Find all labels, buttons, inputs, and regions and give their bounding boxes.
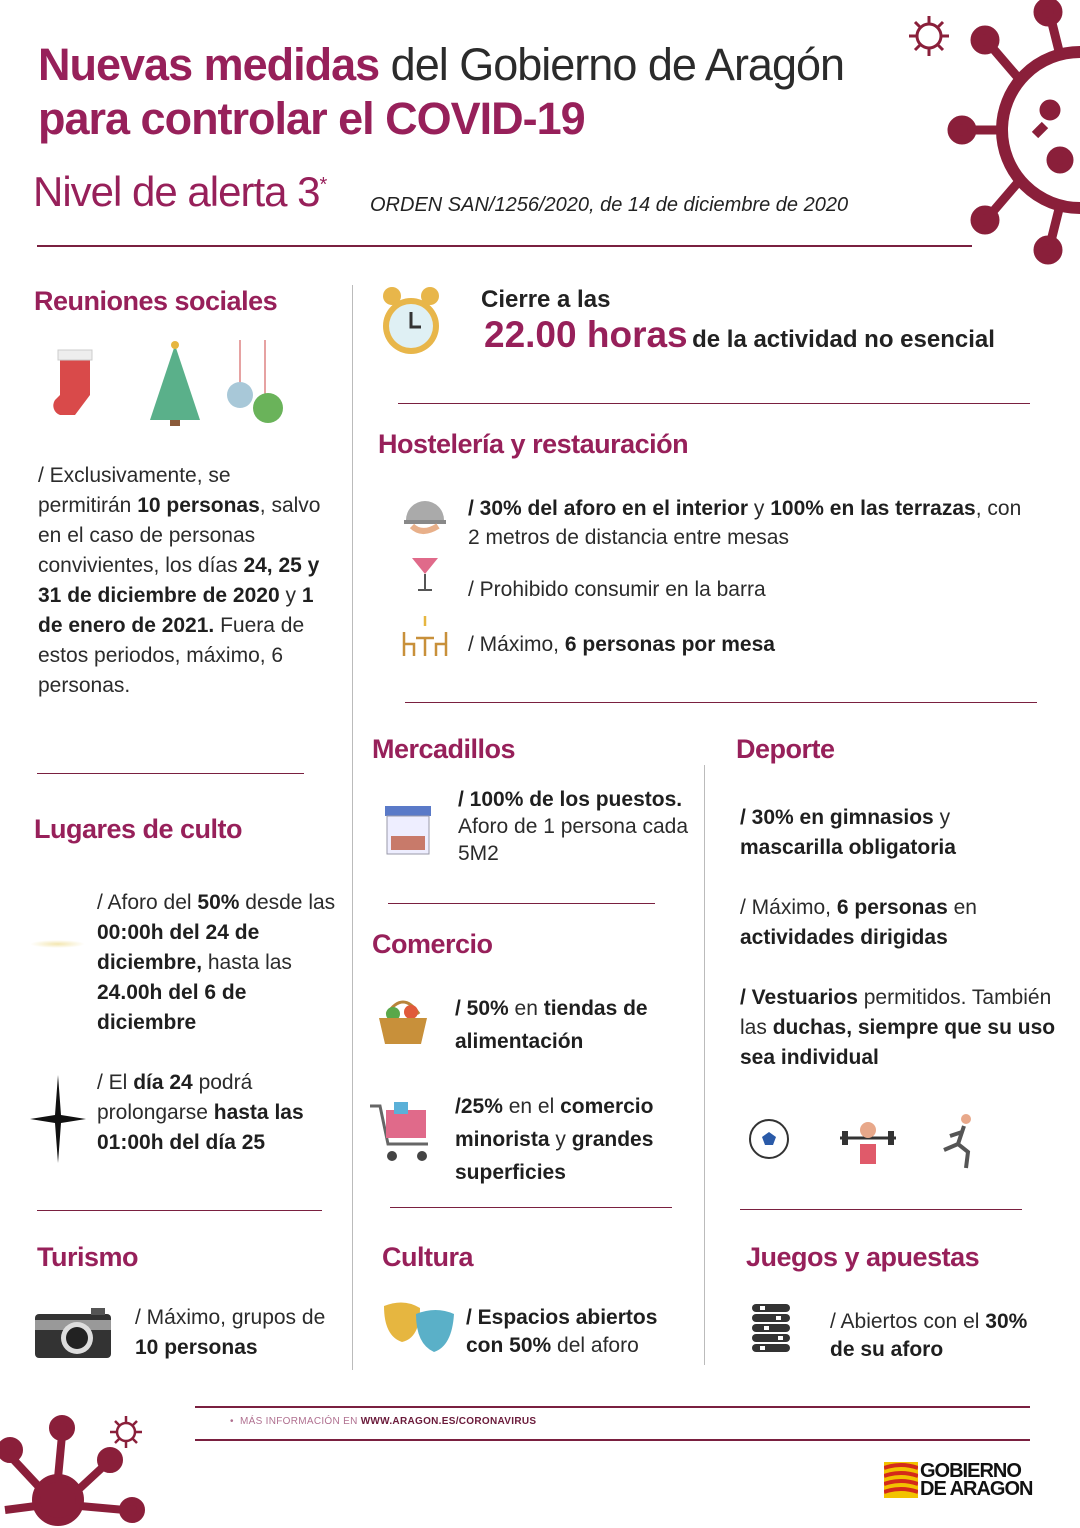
text: / Abiertos con el	[830, 1310, 986, 1333]
page-title	[38, 38, 858, 146]
text: Fuera de estos periodos, máximo, 6 personas.	[38, 614, 305, 697]
bold-text: 00:00h del 24 de diciembre,	[97, 921, 260, 974]
divider	[390, 1207, 672, 1208]
text: permitidos. También las	[740, 986, 1052, 1039]
section-title-turismo: Turismo	[37, 1242, 139, 1272]
title-segment: Nuevas medidas	[38, 39, 380, 90]
aragon-flag-icon	[884, 1462, 918, 1498]
soccer-ball-icon	[748, 1118, 790, 1160]
divider	[388, 903, 655, 904]
section-title-deporte: Deporte	[736, 734, 835, 764]
comercio-item	[455, 992, 695, 1058]
bold-text: 24, 25 y 31 de diciembre de 2020	[38, 554, 320, 607]
alert-level-text: Nivel de alerta 3	[33, 168, 320, 215]
small-virus-icon	[108, 1414, 144, 1450]
text: / El	[97, 1071, 134, 1094]
bold-text: / Vestuarios	[740, 986, 858, 1009]
divider	[195, 1406, 1030, 1408]
section-title-hosteleria: Hostelería y restauración	[378, 429, 689, 459]
bold-text: hasta las 01:00h del día 25	[97, 1101, 304, 1154]
text: podrá prolongarse	[97, 1071, 253, 1124]
cloche-icon	[402, 490, 448, 538]
sparkle-star-icon	[30, 1075, 86, 1163]
gobierno-aragon-logo	[884, 1462, 1040, 1498]
bold-text: 1 de enero de 2021.	[38, 584, 314, 637]
bold-text: 6 personas por mesa	[564, 633, 775, 656]
title-segment: del Gobierno de Aragón	[379, 39, 845, 90]
christmas-decorations-icon	[40, 340, 290, 430]
small-virus-icon	[905, 12, 953, 60]
bold-text: mascarilla obligatoria	[740, 836, 956, 859]
casino-chips-icon	[750, 1302, 792, 1358]
divider	[37, 245, 972, 247]
deporte-item	[740, 983, 1060, 1073]
bold-text: 100% en las terrazas	[770, 497, 976, 520]
bold-text: / 50%	[455, 997, 509, 1020]
text: en el	[502, 1095, 561, 1118]
bold-text: 30% de su aforo	[830, 1310, 1028, 1361]
bold-text: grandes superficies	[455, 1128, 654, 1184]
runner-icon	[940, 1112, 980, 1170]
divider	[398, 403, 1030, 404]
reuniones-text	[38, 461, 323, 701]
bold-text: comercio minorista	[455, 1095, 654, 1151]
theater-masks-icon	[382, 1300, 456, 1356]
culto-item	[97, 888, 347, 1038]
bold-text: 10 personas	[135, 1336, 258, 1359]
bold-text: / 100% de los puestos.	[458, 788, 683, 811]
divider	[37, 773, 304, 774]
bold-text: 50%	[197, 891, 240, 914]
grocery-basket-icon	[377, 992, 429, 1046]
text: desde las	[239, 891, 336, 914]
text: / Máximo,	[740, 896, 837, 919]
weightlifter-icon	[838, 1118, 898, 1168]
curfew-time: 22.00 horas	[484, 314, 688, 355]
text: , con 2 metros de distancia entre mesas	[468, 497, 1022, 549]
text: Aforo de 1 persona cada 5M2	[458, 815, 688, 865]
bold-text: 10 personas	[137, 494, 260, 517]
text: y	[549, 1128, 572, 1151]
text: del aforo	[551, 1334, 639, 1357]
bold-text: / Espacios abiertos con 50%	[466, 1306, 658, 1357]
text: y	[748, 497, 771, 520]
hosteleria-item	[468, 494, 1038, 552]
text: , salvo en el caso de personas convivientes, los días	[38, 494, 321, 577]
column-divider	[704, 765, 705, 1365]
camera-icon	[35, 1308, 111, 1358]
section-title-reuniones: Reuniones sociales	[34, 286, 278, 316]
curfew-intro: Cierre a las	[481, 286, 611, 313]
text: / Aforo del	[97, 891, 198, 914]
juegos-text	[830, 1308, 1040, 1364]
cultura-text	[466, 1304, 696, 1360]
order-reference: ORDEN SAN/1256/2020, de 14 de diciembre de 2020	[370, 194, 849, 216]
bold-text: 6 personas	[836, 896, 948, 919]
section-title-comercio: Comercio	[372, 929, 493, 959]
hosteleria-item	[468, 575, 766, 605]
bold-text: / 30% en gimnasios	[740, 806, 934, 829]
text: y	[933, 806, 951, 829]
text: en	[947, 896, 977, 919]
column-divider	[352, 285, 353, 1370]
mercadillos-text	[458, 786, 688, 867]
alert-level	[33, 168, 326, 216]
bold-text: día 24	[133, 1071, 193, 1094]
bold-text: 24.00h del 6 de diciembre	[97, 981, 247, 1034]
cocktail-icon	[410, 552, 440, 594]
text: en	[508, 997, 544, 1020]
turismo-text	[135, 1303, 345, 1363]
glow-star-icon	[30, 940, 85, 948]
hosteleria-item	[468, 630, 775, 660]
section-title-culto: Lugares de culto	[34, 814, 243, 844]
title-segment: para controlar el COVID-19	[38, 93, 585, 144]
section-title-mercadillos: Mercadillos	[372, 734, 516, 764]
culto-item	[97, 1068, 337, 1158]
logo-text: GOBIERNO DE ARAGON	[920, 1460, 1033, 1500]
text: / Exclusivamente, se permitirán	[38, 464, 231, 517]
more-info-label: MÁS INFORMACIÓN EN	[239, 1416, 361, 1427]
table-chairs-icon	[400, 612, 450, 658]
deporte-item	[740, 803, 1040, 863]
more-info: • MÁS INFORMACIÓN EN WWW.ARAGON.ES/CORONAVIRUS	[230, 1416, 537, 1427]
section-title-juegos: Juegos y apuestas	[746, 1242, 980, 1272]
divider	[740, 1209, 1022, 1210]
bold-text: /25%	[455, 1095, 503, 1118]
market-stall-icon	[383, 804, 433, 856]
text: hasta las	[202, 951, 292, 974]
text: / Máximo,	[468, 633, 565, 656]
alert-footnote-mark: *	[319, 174, 327, 196]
more-info-link[interactable]: WWW.ARAGON.ES/CORONAVIRUS	[360, 1416, 537, 1427]
bold-text: duchas, siempre que su uso sea individual	[740, 1016, 1056, 1069]
divider	[195, 1439, 1030, 1441]
bold-text: tiendas de alimentación	[455, 997, 648, 1053]
shopping-cart-icon	[368, 1100, 434, 1166]
divider	[37, 1210, 322, 1211]
comercio-item	[455, 1090, 700, 1189]
bold-text: / 30% del aforo en el interior	[468, 497, 749, 520]
curfew-time-line	[484, 314, 995, 356]
deporte-item	[740, 893, 1040, 953]
text: y	[279, 584, 302, 607]
alarm-clock-icon	[380, 284, 442, 360]
section-title-cultura: Cultura	[382, 1242, 473, 1272]
bold-text: actividades dirigidas	[740, 926, 948, 949]
curfew-suffix: de la actividad no esencial	[692, 326, 995, 353]
text: / Máximo, grupos de	[135, 1306, 326, 1329]
text: / Prohibido consumir en la barra	[468, 578, 766, 601]
divider	[405, 702, 1037, 703]
virus-decoration-icon	[940, 0, 1080, 270]
